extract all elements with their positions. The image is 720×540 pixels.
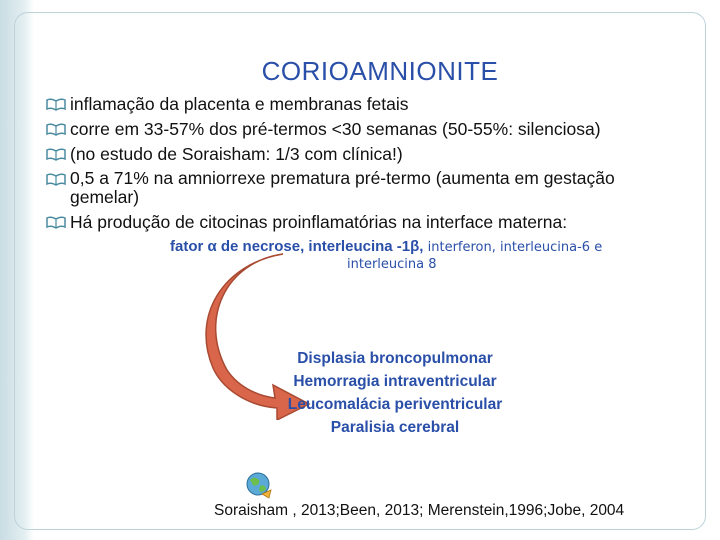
bullet-text-continuation: gemelar) — [70, 187, 140, 207]
outcome-item: Leucomalácia periventricular — [287, 396, 503, 413]
bullet-item — [70, 212, 567, 233]
bullet-item — [70, 94, 409, 115]
bullet-item — [70, 169, 615, 207]
open-book-icon — [46, 172, 66, 186]
bullet-text: corre em 33-57% dos pré-termos <30 semanas (50-55%: silenciosa) — [70, 119, 601, 139]
bullet-item — [70, 144, 403, 165]
bullet-item — [70, 119, 601, 140]
bullet-text: Há produção de citocinas proinflamatórias na interface materna: — [70, 212, 568, 232]
bullet-text: (no estudo de Soraisham: 1/3 com clínica!) — [70, 144, 403, 164]
cytokines-line — [170, 237, 710, 258]
globe-link-icon[interactable] — [244, 470, 274, 500]
open-book-icon — [46, 122, 66, 136]
outcomes-list — [255, 347, 535, 439]
outcome-item: Displasia broncopulmonar — [297, 350, 493, 367]
outcome-item: Hemorragia intraventricular — [293, 373, 497, 390]
cytokines-main: fator α de necrose, interleucina -1β, — [170, 238, 424, 255]
slide-title: CORIOAMNIONITE — [261, 56, 499, 86]
cytokines-line-2: interleucina 8 — [347, 257, 437, 272]
references: Soraisham , 2013;Been, 2013; Merenstein,1996;Jobe, 2004 — [214, 502, 625, 519]
bullet-text: 0,5 a 71% na amniorrexe prematura pré-termo (aumenta em gestação — [70, 168, 615, 188]
outcome-item: Paralisia cerebral — [330, 419, 460, 436]
open-book-icon — [46, 147, 66, 161]
cytokines-tail: interferon, interleucina-6 e — [427, 240, 603, 255]
bullet-text: inflamação da placenta e membranas fetais — [70, 94, 409, 114]
open-book-icon — [46, 97, 66, 111]
open-book-icon — [46, 215, 66, 229]
